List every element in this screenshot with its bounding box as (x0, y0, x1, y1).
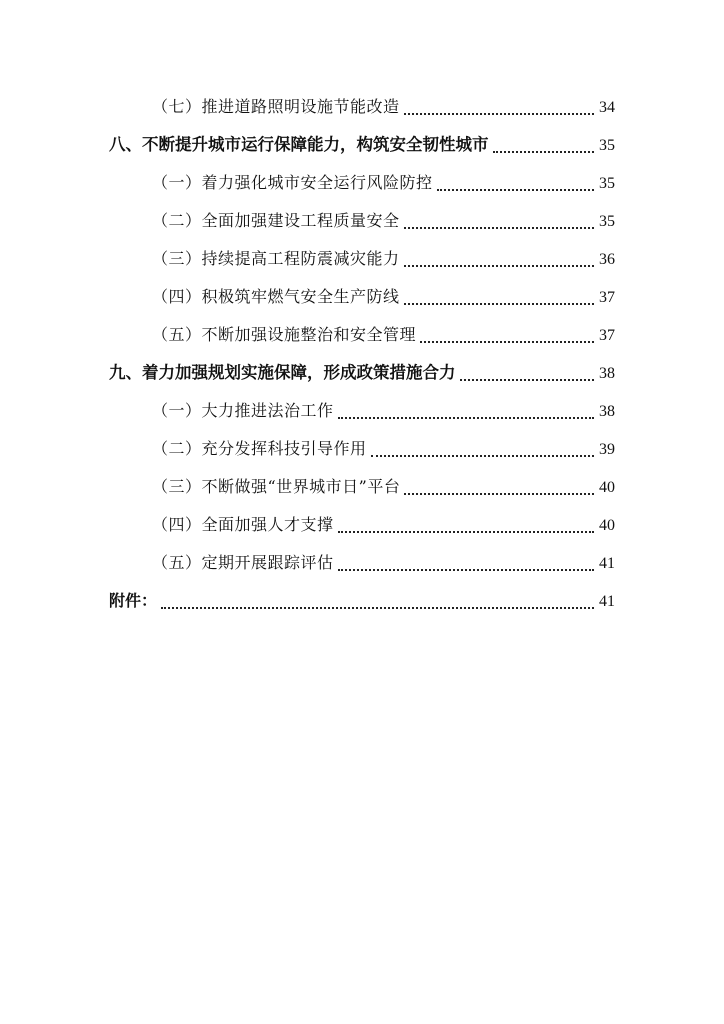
toc-entry-7-7[interactable] (152, 95, 615, 119)
toc-entry-8-3[interactable] (152, 247, 615, 271)
toc-entry-9-3[interactable] (152, 475, 615, 499)
toc-entry-title: （一）大力推进法治工作 (152, 401, 334, 420)
toc-entry-title: （四）全面加强人才支撑 (152, 515, 334, 534)
dot-leader (460, 379, 595, 381)
toc-page-number: 40 (599, 517, 615, 534)
toc-entry-9-5[interactable] (152, 551, 615, 575)
dot-leader (338, 417, 594, 419)
dot-leader (404, 113, 594, 115)
toc-entry-8-5[interactable] (152, 323, 615, 347)
toc-section-title: 九、着力加强规划实施保障，形成政策措施合力 (109, 363, 456, 382)
toc-entry-9-4[interactable] (152, 513, 615, 537)
dot-leader (420, 341, 594, 343)
toc-entry-9-1[interactable] (152, 399, 615, 423)
dot-leader (404, 493, 594, 495)
dot-leader (371, 455, 594, 457)
toc-entry-title: （二）充分发挥科技引导作用 (152, 439, 367, 458)
toc-entry-title: （五）不断加强设施整治和安全管理 (152, 325, 417, 344)
toc-attachments-title: 附件： (109, 591, 158, 610)
dot-leader (493, 151, 595, 153)
toc-entry-title: （五）定期开展跟踪评估 (152, 553, 334, 572)
toc-section-9[interactable] (109, 361, 615, 385)
toc-entry-title: （七）推进道路照明设施节能改造 (152, 97, 400, 116)
toc-page-number: 34 (599, 99, 615, 116)
toc-page-number: 37 (599, 327, 615, 344)
dot-leader (404, 303, 594, 305)
toc-entry-title: （三）持续提高工程防震减灾能力 (152, 249, 400, 268)
toc-entry-8-1[interactable] (152, 171, 615, 195)
dot-leader (404, 227, 594, 229)
dot-leader (338, 531, 594, 533)
toc-entry-9-2[interactable] (152, 437, 615, 461)
toc-page-number: 38 (599, 403, 615, 420)
toc-entry-8-4[interactable] (152, 285, 615, 309)
toc-page-number: 41 (599, 555, 615, 572)
dot-leader (437, 189, 594, 191)
toc-section-title: 八、不断提升城市运行保障能力，构筑安全韧性城市 (109, 135, 489, 154)
toc-page-number: 35 (599, 175, 615, 192)
toc-page-number: 35 (599, 213, 615, 230)
toc-entry-title: （一）着力强化城市安全运行风险防控 (152, 173, 433, 192)
toc-page-number: 36 (599, 251, 615, 268)
toc-page-number: 39 (599, 441, 615, 458)
toc-page-number: 35 (599, 137, 615, 154)
toc-attachments[interactable] (109, 589, 615, 613)
toc-page-number: 41 (599, 593, 615, 610)
toc-entry-title: （三）不断做强“世界城市日”平台 (152, 477, 401, 496)
toc-page-number: 40 (599, 479, 615, 496)
toc-entry-title: （四）积极筑牢燃气安全生产防线 (152, 287, 400, 306)
toc-entry-title: （二）全面加强建设工程质量安全 (152, 211, 400, 230)
toc-page-number: 38 (599, 365, 615, 382)
dot-leader (161, 607, 594, 609)
dot-leader (404, 265, 594, 267)
toc-section-8[interactable] (109, 133, 615, 157)
toc-page-number: 37 (599, 289, 615, 306)
dot-leader (338, 569, 594, 571)
toc-entry-8-2[interactable] (152, 209, 615, 233)
